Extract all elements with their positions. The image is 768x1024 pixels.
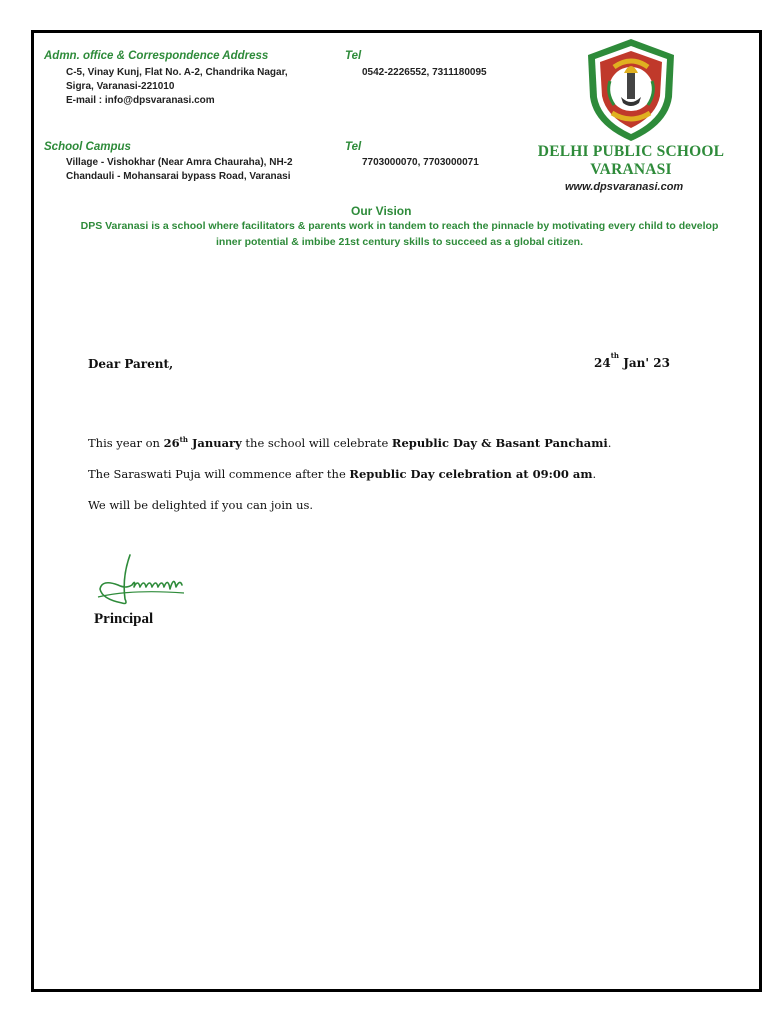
vision-title: Our Vision	[351, 204, 412, 218]
admin-address-line2: Sigra, Varanasi-221010	[66, 81, 175, 92]
date-suffix: th	[610, 351, 620, 360]
paragraph-2	[88, 467, 596, 481]
p1-date-number: 26	[163, 435, 180, 450]
salutation: Dear Parent,	[88, 357, 174, 371]
campus-tel-label: Tel	[345, 141, 362, 153]
p2-event-time: Republic Day celebration at 09:00 am	[349, 467, 593, 481]
p2-text-c: .	[592, 467, 597, 481]
admin-tel-label: Tel	[345, 50, 362, 62]
p1-event-name: Republic Day & Basant Panchami	[391, 435, 608, 450]
paragraph-3: We will be delighted if you can join us.	[88, 498, 314, 512]
date-month-year: Jan' 23	[623, 356, 670, 370]
admin-tel-value: 0542-2226552, 7311180095	[362, 67, 487, 78]
campus-address-line2: Chandauli - Mohansarai bypass Road, Varanasi	[66, 171, 291, 182]
campus-title: School Campus	[44, 141, 131, 153]
school-website-link[interactable]: www.dpsvaranasi.com	[565, 181, 684, 193]
date-day: 24	[594, 356, 611, 370]
admin-address-line1: C-5, Vinay Kunj, Flat No. A-2, Chandrika Nagar,	[66, 67, 288, 78]
vision-line2: inner potential & imbibe 21st century skills to succeed as a global citizen.	[215, 236, 584, 248]
admin-email: E-mail : info@dpsvaranasi.com	[66, 95, 215, 106]
p2-text-a: The Saraswati Puja will commence after the	[88, 467, 350, 481]
paragraph-1	[88, 435, 611, 450]
p1-text-d: the school will celebrate	[241, 435, 392, 450]
school-name-line1: DELHI PUBLIC SCHOOL	[537, 143, 725, 160]
school-name-line2: VARANASI	[590, 161, 672, 178]
letter-page	[31, 30, 762, 992]
campus-tel-value: 7703000070, 7703000071	[362, 157, 479, 168]
principal-signature	[92, 549, 188, 609]
p1-text-a: This year on	[88, 435, 164, 450]
admin-office-title: Admn. office & Correspondence Address	[44, 50, 269, 62]
campus-address-line1: Village - Vishokhar (Near Amra Chauraha), NH-2	[66, 157, 293, 168]
vision-line1: DPS Varanasi is a school where facilitators & parents work in tandem to reach the pinnacle by motivating every child to develop	[80, 220, 719, 232]
p1-text-f: .	[607, 435, 612, 450]
signatory-title: Principal	[94, 611, 154, 627]
p1-date-suffix: th	[179, 435, 188, 444]
p1-date-month: January	[187, 435, 242, 450]
school-logo-icon	[584, 37, 678, 143]
letter-date	[594, 351, 670, 370]
